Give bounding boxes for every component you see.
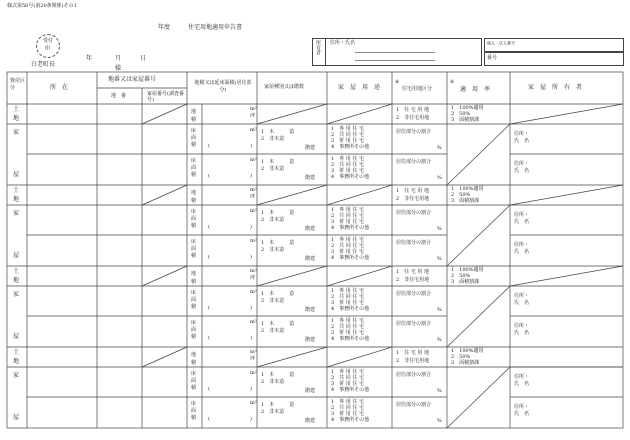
house-label-1: 家 bbox=[13, 129, 20, 136]
sqm-unit: m² bbox=[250, 127, 257, 133]
sqm-unit: m² bbox=[250, 370, 257, 376]
rate-3: 3 面積割課 bbox=[451, 198, 480, 204]
land-label-2: 地 bbox=[13, 196, 20, 203]
title-year: 年度 bbox=[158, 24, 171, 31]
form-id: 様式第56号(第20条関係)その1 bbox=[7, 3, 77, 9]
house-label-1: 家 bbox=[13, 210, 20, 217]
paren-open: ( bbox=[208, 416, 210, 422]
floor-area-label: 床面積 bbox=[191, 209, 197, 229]
tsubo-unit: 坪 bbox=[250, 113, 256, 119]
form-title: 住宅用地適用申告書 bbox=[188, 24, 243, 31]
rate-3: 3 面積割課 bbox=[451, 279, 480, 285]
sqm-unit: m² bbox=[250, 238, 257, 244]
struct-1: 1 木 造 bbox=[261, 321, 295, 327]
owner-addr: 住所・ bbox=[514, 293, 530, 299]
floor-area-label: 床面積 bbox=[191, 239, 197, 259]
struct-1: 1 木 造 bbox=[261, 240, 295, 246]
owner-name: 氏 名 bbox=[514, 168, 530, 174]
percent: % bbox=[437, 418, 442, 424]
personal-no-label: 個人・法人番号 bbox=[487, 41, 516, 46]
use-1: 1 専 用 住 宅 bbox=[331, 318, 364, 324]
floor-area-label: 床面積 bbox=[191, 371, 197, 391]
rate-2: 2 50% bbox=[451, 273, 471, 279]
tsubo-unit: 坪 bbox=[250, 356, 256, 362]
struct-2: 2 非木造 bbox=[261, 409, 285, 415]
note-mark-1: ※ bbox=[395, 79, 400, 85]
rate-3: 3 面積割課 bbox=[451, 360, 480, 366]
paren-open: ( bbox=[208, 386, 210, 392]
stamp-bottom-text: 印 bbox=[45, 46, 51, 52]
use-4: 4 事務所その他 bbox=[331, 144, 370, 150]
floor-area-label: 床面積 bbox=[191, 128, 197, 148]
use-4: 4 事務所その他 bbox=[331, 174, 370, 180]
owner-addr: 住所・ bbox=[514, 242, 530, 248]
header-building-owner: 家 屋 所 有 者 bbox=[528, 84, 583, 91]
struct-1: 1 木 造 bbox=[261, 159, 295, 165]
use-1: 1 専 用 住 宅 bbox=[331, 156, 364, 162]
use-4: 4 事務所その他 bbox=[331, 225, 370, 231]
use-2: 2 共 同 住 宅 bbox=[331, 162, 364, 168]
tsubo-unit: 坪 bbox=[250, 194, 256, 200]
paren-close: ) bbox=[250, 224, 252, 230]
header-lot-number-group: 地番又は家屋番号 bbox=[108, 76, 157, 83]
res-ratio: 居住部分の割合 bbox=[396, 321, 432, 327]
stamp-top-text: 受付 bbox=[43, 38, 54, 44]
resclass-2: 2 非住宅用地 bbox=[396, 115, 430, 121]
floor-area-label: 床面積 bbox=[191, 320, 197, 340]
struct-2: 2 非木造 bbox=[261, 217, 285, 223]
land-label-1: 土 bbox=[13, 268, 20, 275]
header-use: 家 屋 用 途 bbox=[338, 84, 381, 91]
paren-open: ( bbox=[208, 335, 210, 341]
rate-2: 2 50% bbox=[451, 192, 471, 198]
res-ratio: 居住部分の割合 bbox=[396, 291, 432, 297]
res-ratio: 居住部分の割合 bbox=[396, 210, 432, 216]
percent: % bbox=[437, 175, 442, 181]
rate-1: 1 100%適用 bbox=[451, 186, 484, 192]
month-label: 月 bbox=[115, 55, 122, 62]
owner-address-name-label: 住所・氏名 bbox=[330, 40, 356, 46]
res-ratio: 居住部分の割合 bbox=[396, 402, 432, 408]
use-4: 4 事務所その他 bbox=[331, 417, 370, 423]
floor-area-label: 床面積 bbox=[191, 290, 197, 310]
paren-close: ) bbox=[250, 335, 252, 341]
owner-addr: 住所・ bbox=[514, 404, 530, 410]
use-2: 2 共 同 住 宅 bbox=[331, 243, 364, 249]
res-ratio: 居住部分の割合 bbox=[396, 240, 432, 246]
paren-close: ) bbox=[250, 416, 252, 422]
use-3: 3 併 用 住 宅 bbox=[331, 219, 364, 225]
res-ratio: 居住部分の割合 bbox=[396, 372, 432, 378]
floors-suffix: 階建 bbox=[305, 175, 316, 181]
percent: % bbox=[437, 388, 442, 394]
resclass-2: 2 非住宅用地 bbox=[396, 277, 430, 283]
use-3: 3 併 用 住 宅 bbox=[331, 330, 364, 336]
addressee: 白老町長 bbox=[31, 61, 56, 68]
chiseki-label: 地積 bbox=[191, 271, 197, 285]
floors-suffix: 階建 bbox=[305, 418, 316, 424]
use-3: 3 併 用 住 宅 bbox=[331, 300, 364, 306]
owner-addr: 住所・ bbox=[514, 161, 530, 167]
note-mark-2: ※ bbox=[450, 79, 455, 85]
use-1: 1 専 用 住 宅 bbox=[331, 237, 364, 243]
use-4: 4 事務所その他 bbox=[331, 387, 370, 393]
use-3: 3 併 用 住 宅 bbox=[331, 138, 364, 144]
resclass-1: 1 住 宅 用 地 bbox=[396, 269, 429, 275]
owner-label: 所有者 bbox=[315, 40, 321, 55]
use-3: 3 併 用 住 宅 bbox=[331, 381, 364, 387]
struct-1: 1 木 造 bbox=[261, 372, 295, 378]
owner-name: 氏 名 bbox=[514, 219, 530, 225]
paren-open: ( bbox=[208, 254, 210, 260]
floors-suffix: 階建 bbox=[305, 145, 316, 151]
owner-addr: 住所・ bbox=[514, 374, 530, 380]
header-area: 地積又は延床面積(居住部分) bbox=[194, 80, 252, 93]
use-2: 2 共 同 住 宅 bbox=[331, 132, 364, 138]
struct-2: 2 非木造 bbox=[261, 136, 285, 142]
percent: % bbox=[437, 337, 442, 343]
house-label-1: 家 bbox=[13, 291, 20, 298]
land-label-2: 地 bbox=[13, 358, 20, 365]
paren-close: ) bbox=[250, 305, 252, 311]
use-2: 2 共 同 住 宅 bbox=[331, 294, 364, 300]
paren-close: ) bbox=[250, 254, 252, 260]
rate-1: 1 100%適用 bbox=[451, 267, 484, 273]
paren-close: ) bbox=[250, 143, 252, 149]
header-rate: 適 用 率 bbox=[460, 86, 491, 93]
house-label-1: 家 bbox=[13, 372, 20, 379]
land-label-2: 地 bbox=[13, 277, 20, 284]
use-2: 2 共 同 住 宅 bbox=[331, 375, 364, 381]
sqm-unit: m² bbox=[250, 157, 257, 163]
use-3: 3 併 用 住 宅 bbox=[331, 411, 364, 417]
house-label-2: 屋 bbox=[13, 414, 20, 421]
paren-open: ( bbox=[208, 143, 210, 149]
percent: % bbox=[437, 256, 442, 262]
floors-suffix: 階建 bbox=[305, 337, 316, 343]
floor-area-label: 床面積 bbox=[191, 401, 197, 421]
rate-2: 2 50% bbox=[451, 354, 471, 360]
use-1: 1 専 用 住 宅 bbox=[331, 207, 364, 213]
owner-addr: 住所・ bbox=[514, 323, 530, 329]
struct-2: 2 非木造 bbox=[261, 247, 285, 253]
use-1: 1 専 用 住 宅 bbox=[331, 369, 364, 375]
sqm-unit: m² bbox=[250, 208, 257, 214]
rate-1: 1 100%適用 bbox=[451, 105, 484, 111]
struct-2: 2 非木造 bbox=[261, 298, 285, 304]
use-3: 3 併 用 住 宅 bbox=[331, 168, 364, 174]
res-ratio: 居住部分の割合 bbox=[396, 129, 432, 135]
sqm-unit: m² bbox=[250, 106, 257, 112]
struct-1: 1 木 造 bbox=[261, 291, 295, 297]
house-label-2: 屋 bbox=[13, 171, 20, 178]
header-location: 所 在 bbox=[50, 84, 69, 91]
floors-suffix: 階建 bbox=[305, 307, 316, 313]
sqm-unit: m² bbox=[250, 289, 257, 295]
header-house-number: 家屋番号(調査番号) bbox=[147, 91, 184, 103]
use-2: 2 共 同 住 宅 bbox=[331, 405, 364, 411]
percent: % bbox=[437, 307, 442, 313]
owner-name: 氏 名 bbox=[514, 330, 530, 336]
land-label-1: 土 bbox=[13, 106, 20, 113]
use-1: 1 専 用 住 宅 bbox=[331, 288, 364, 294]
owner-name: 氏 名 bbox=[514, 300, 530, 306]
owner-name: 氏 名 bbox=[514, 381, 530, 387]
paren-close: ) bbox=[250, 173, 252, 179]
paren-open: ( bbox=[208, 305, 210, 311]
struct-1: 1 木 造 bbox=[261, 210, 295, 216]
use-1: 1 専 用 住 宅 bbox=[331, 126, 364, 132]
rate-1: 1 100%適用 bbox=[451, 348, 484, 354]
percent: % bbox=[437, 226, 442, 232]
resclass-1: 1 住 宅 用 地 bbox=[396, 350, 429, 356]
use-3: 3 併 用 住 宅 bbox=[331, 249, 364, 255]
header-asset-class: 資産区分 bbox=[10, 78, 26, 91]
year-label: 年 bbox=[86, 55, 93, 62]
res-ratio: 居住部分の割合 bbox=[396, 159, 432, 165]
use-4: 4 事務所その他 bbox=[331, 255, 370, 261]
day-label: 日 bbox=[140, 55, 147, 62]
owner-addr: 住所・ bbox=[514, 212, 530, 218]
floors-suffix: 階建 bbox=[305, 388, 316, 394]
paren-open: ( bbox=[208, 173, 210, 179]
sqm-unit: m² bbox=[250, 268, 257, 274]
chiseki-label: 地積 bbox=[191, 352, 197, 366]
floors-suffix: 階建 bbox=[305, 226, 316, 232]
resclass-2: 2 非住宅用地 bbox=[396, 196, 430, 202]
use-2: 2 共 同 住 宅 bbox=[331, 324, 364, 330]
sqm-unit: m² bbox=[250, 319, 257, 325]
owner-name: 氏 名 bbox=[514, 138, 530, 144]
use-1: 1 専 用 住 宅 bbox=[331, 399, 364, 405]
rate-2: 2 50% bbox=[451, 111, 471, 117]
house-label-2: 屋 bbox=[13, 252, 20, 259]
house-label-2: 屋 bbox=[13, 333, 20, 340]
paren-close: ) bbox=[250, 386, 252, 392]
struct-2: 2 非木造 bbox=[261, 166, 285, 172]
phone-label: 番号 bbox=[487, 55, 498, 61]
struct-1: 1 木 造 bbox=[261, 129, 295, 135]
chiseki-label: 地積 bbox=[191, 109, 197, 123]
owner-addr: 住所・ bbox=[514, 131, 530, 137]
resclass-2: 2 非住宅用地 bbox=[396, 358, 430, 364]
use-2: 2 共 同 住 宅 bbox=[331, 213, 364, 219]
sqm-unit: m² bbox=[250, 400, 257, 406]
sqm-unit: m² bbox=[250, 187, 257, 193]
use-4: 4 事務所その他 bbox=[331, 306, 370, 312]
struct-2: 2 非木造 bbox=[261, 379, 285, 385]
paren-open: ( bbox=[208, 224, 210, 230]
percent: % bbox=[437, 145, 442, 151]
rate-3: 3 面積割課 bbox=[451, 117, 480, 123]
honorific: 様 bbox=[115, 65, 122, 72]
chiseki-label: 地積 bbox=[191, 190, 197, 204]
resclass-1: 1 住 宅 用 地 bbox=[396, 107, 429, 113]
header-residential-class: 住宅用地区分 bbox=[402, 86, 433, 92]
floors-suffix: 階建 bbox=[305, 256, 316, 262]
header-lot-number: 地 番 bbox=[111, 93, 127, 99]
sqm-unit: m² bbox=[250, 349, 257, 355]
land-label-2: 地 bbox=[13, 115, 20, 122]
use-4: 4 事務所その他 bbox=[331, 336, 370, 342]
tsubo-unit: 坪 bbox=[250, 275, 256, 281]
header-floors: 家屋種別又は階数 bbox=[264, 84, 305, 90]
struct-2: 2 非木造 bbox=[261, 328, 285, 334]
owner-name: 氏 名 bbox=[514, 249, 530, 255]
land-label-1: 土 bbox=[13, 349, 20, 356]
owner-name: 氏 名 bbox=[514, 411, 530, 417]
floor-area-label: 床面積 bbox=[191, 158, 197, 178]
struct-1: 1 木 造 bbox=[261, 402, 295, 408]
land-label-1: 土 bbox=[13, 187, 20, 194]
resclass-1: 1 住 宅 用 地 bbox=[396, 188, 429, 194]
